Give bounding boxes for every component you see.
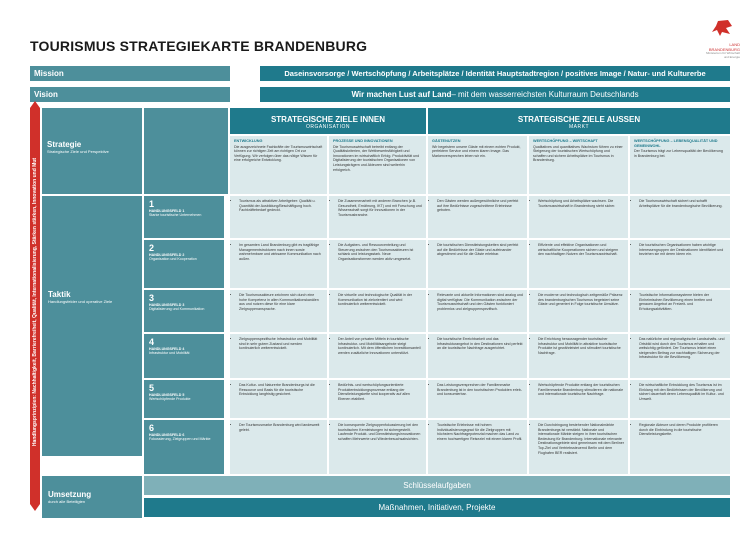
goal-item: • Die virtuelle und technologische Qualität in der Kommunikation ist zielorientiert und wird kontinuierlich weiterentwickelt. [338, 293, 422, 307]
goal-list [634, 337, 726, 360]
umsetzung-sub: durch alle Beteiligten [48, 499, 86, 504]
goal-item: • Die konsequente Zielgruppenfokussierung bei den touristischen Kernleistungen ist sichergestellt. Laufende Produkt- und Dienstleistungsinnovationen schaffen Mehrwerte und Wiederbesuchsabsichten. [338, 423, 422, 441]
goal-cell-hf1-col2 [329, 196, 426, 238]
goal-cell-hf4-col3 [428, 334, 527, 378]
goal-list [533, 293, 624, 307]
vision-band [30, 87, 730, 102]
taktik-label-box [48, 290, 112, 304]
goal-cell-hf3-col5 [630, 290, 730, 332]
goal-list [634, 243, 726, 257]
goal-cell-hf3-col3 [428, 290, 527, 332]
goal-list [432, 337, 523, 351]
mission-text: Daseinsvorsorge / Wertschöpfung / Arbeitsplätze / Identität Hauptstadtregion / positives Image / Natur- und Kulturerbe [260, 66, 730, 81]
strategie-label: Strategie [47, 140, 82, 149]
goal-item: • Effiziente und effektive Organisationen und wirtschaftliche Kooperationen sichern und steigern den nachhaltigen Nutzen der Tourismuswirtschaft. [538, 243, 624, 257]
logo-line1: LAND [729, 42, 740, 47]
hf-name: Wertschöpfende Produkte [149, 397, 191, 401]
umsetzung-label: Umsetzung [48, 490, 92, 499]
hf-number: 5 [149, 383, 155, 393]
goal-item: • Regionale Akteure und deren Produkte profitieren durch die Einbindung in die touristische Dienstleistungskette. [639, 423, 726, 437]
goal-item: • Relevante und aktuelle Informationen sind analog und digital verfügbar. Die Kommunikation zwischen der Tourismuswirtschaft und den Gästen funktioniert problemlos und zielgruppenspezifisch. [437, 293, 523, 311]
goal-list [333, 383, 422, 401]
taktik-column [42, 196, 142, 456]
goal-item: • Zielgruppenspezifische Infrastruktur und Mobilität sind in sehr gutem Zustand und werden kontinuierlich weiterentwickelt. [239, 337, 323, 351]
goal-item: • Den Gästen werden außergewöhnliche und perfekt auf ihre Bedürfnisse zugeschnittene Erlebnisse geboten. [437, 199, 523, 213]
hf-label: HANDLUNGSFELD 4 [149, 347, 185, 351]
vision-label: Vision [30, 87, 230, 102]
goal-cell-hf6-col1 [230, 420, 327, 474]
goal-item: • Die Durchdringung bestehender Nationalmärkte Brandenburgs ist verstärkt. Nationale und internationale Märkte steigen in ihrer touristischen Bedeutung für Brandenburg. Internationale relevante Destinationsgebiete sind gemeinsam mit dem Berliner Top-Ziel und Vertriebssteuernd Berlin und dem Flughafen BER realisiert. [538, 423, 624, 455]
goal-list [533, 383, 624, 397]
mission-label: Mission [30, 66, 230, 81]
goal-list [634, 423, 726, 437]
goal-list [533, 243, 624, 257]
taktik-label: Taktik [48, 290, 71, 299]
hf-number: 3 [149, 293, 155, 303]
goal-cell-hf5-col4 [529, 380, 628, 418]
goal-item: • Das Leistungsversprechen der Familienmarke Brandenburg ist in den touristischen Produkten erleb- und konsumierbar. [437, 383, 523, 397]
hf-name: Organisation und Kooperation [149, 257, 197, 261]
goal-cell-hf4-col4 [529, 334, 628, 378]
goal-cell-hf5-col1 [230, 380, 327, 418]
handlungsfeld-5 [144, 380, 224, 418]
handlungsfeld-3 [144, 290, 224, 332]
hf-name: Infrastruktur und Mobilität [149, 351, 190, 355]
goal-item: • Wertschöpfende Produkte entlang der touristischen Familienmarke Brandenburg stimulieren die nationale und internationale touristische Nachfrage. [538, 383, 624, 397]
handlungsfeld-2 [144, 240, 224, 288]
goal-list [432, 423, 523, 441]
outer-sub: MARKT [569, 124, 589, 130]
goal-item: • Wertschöpfung und Arbeitsplätze wachsen. Die Tourismuswirtschaft in Brandenburg steht sicher. [538, 199, 624, 208]
goal-item: • Die touristische Erreichbarkeit und das Infrastrukturangebot in den Destinationen sind perfekt an die touristische Nachfrage ausgerichtet. [437, 337, 523, 351]
mission-band [30, 66, 730, 81]
vision-text-wrap [260, 87, 730, 102]
strategie-label-box [42, 108, 142, 194]
goal-item: • Die Tourismuswirtschaft sichert und schafft Arbeitsplätze für die brandenburgische Bevölkerung. [639, 199, 726, 208]
goal-item: • Die Zusammenarbeit mit anderen Branchen (z.B. Gesundheit, Ernährung, IKT) und mit Forschung und Wissenschaft sorgt für Innovationen in der Tourismusbranche. [338, 199, 422, 217]
goal-list [432, 243, 523, 257]
logo-line2: BRANDENBURG [708, 46, 740, 52]
goal-cell-hf5-col3 [428, 380, 527, 418]
goal-cell-hf4-col2 [329, 334, 426, 378]
goal-item: • Das natürliche und regionaltypische Landschafts- und Ortsbild wird durch den Tourismus erhalten und weitsichtig gefördert. Der Tourismus leistet einen steigenden Beitrag zur nachhaltigen Sicherung der Infrastruktur für die Bevölkerung. [639, 337, 726, 360]
goal-list [333, 337, 422, 355]
page-title: TOURISMUS STRATEGIEKARTE BRANDENBURG [30, 38, 368, 54]
outer-goals-header [428, 108, 730, 134]
goal-cell-hf2-col3 [428, 240, 527, 288]
goal-cell-hf5-col5 [630, 380, 730, 418]
goal-cell-hf4-col1 [230, 334, 327, 378]
goal-cell-hf1-col4 [529, 196, 628, 238]
goal-list [432, 293, 523, 311]
goal-item: • Die moderne und technologisch zeitgemäße Präsenz des brandenburgischen Tourismus begeistert seine Gäste und generiert in Folge touristische Umsätze. [538, 293, 624, 307]
logo-sub1: Ministerium für Wirtschaft [706, 51, 740, 55]
hf-number: 2 [149, 243, 155, 253]
goal-list [234, 293, 323, 311]
goal-item: • Der Tourismusmarke Brandenburg wird landesweit gelebt. [239, 423, 323, 432]
hf-label: HANDLUNGSFELD 1 [149, 209, 185, 213]
hf-number: 1 [149, 199, 155, 209]
goal-cell-hf6-col4 [529, 420, 628, 474]
hf-label: HANDLUNGSFELD 6 [149, 433, 185, 437]
vision-suffix: – mit dem wasserreichsten Kulturraum Deutschlands [451, 90, 639, 99]
goal-wertschoepfung-lebensqualitaet: WERTSCHÖPFUNG – LEBENSQUALITÄT UND GEMEINWOHL Der Tourismus trägt zur Lebensqualität der Bevölkerung in Brandenburg bei. [630, 136, 730, 194]
hf-number: 6 [149, 423, 155, 433]
hf-name: Starke touristische Unternehmen [149, 213, 202, 217]
goal-cell-hf6-col5 [630, 420, 730, 474]
goal-cell-hf1-col5 [630, 196, 730, 238]
goal-wertschoepfung-wirtschaft: WERTSCHÖPFUNG – WIRTSCHAFT Qualitatives und quantitatives Wachstum führen zu einer Steigerung der touristischen Wertschöpfung und schaffen und sichern Arbeitsplätze im Tourismus in Brandenburg. [529, 136, 628, 194]
goal-item: • Das Kultur- und Naturerbe Brandenburgs ist die Ressource und Basis für die touristische Entwicklung langfristig gesichert. [239, 383, 323, 397]
goal-item: • Tourismus als attraktiver Arbeitgeber: Qualität u. Quantität der Ausbildung/Beschäftigung hoch. Fachkräftebedarf gedeckt. [239, 199, 323, 213]
goal-cell-hf3-col4 [529, 290, 628, 332]
hf-number: 4 [149, 337, 155, 347]
goal-list [333, 423, 422, 441]
hf-label: HANDLUNGSFELD 2 [149, 253, 185, 257]
schluesselaufgaben-bar: Schlüsselaufgaben [144, 476, 730, 495]
massnahmen-bar: Maßnahmen, Initiativen, Projekte [144, 498, 730, 517]
goal-item: • Die Errichtung herausragender touristischer Infrastruktur und Mobilität in attraktive touristische Produkte ist gewährleistet und stimuliert touristische Nachfrage. [538, 337, 624, 355]
goal-cell-hf1-col1 [230, 196, 327, 238]
handlungsfeld-4 [144, 334, 224, 378]
goal-item: • Touristische Informationssysteme bieten der Einheimischen Bevölkerung einen breiten und genauen Angebot an Freizeit- und Erholungsaktivitäten. [639, 293, 726, 311]
goal-cell-hf1-col3 [428, 196, 527, 238]
goal-list [234, 199, 323, 213]
goal-list [333, 243, 422, 261]
goal-list [234, 243, 323, 261]
handlungsfeld-1 [144, 196, 224, 238]
goal-list [234, 423, 323, 432]
goal-cell-hf2-col5 [630, 240, 730, 288]
goal-cell-hf2-col4 [529, 240, 628, 288]
goal-item: • Die Tourismusakteure zeichnen sich durch eine hohe Kompetenz in allen Kommunikationskanälen aus und nutzen diese für eine klare Zielgruppenansprache. [239, 293, 323, 311]
goal-list [333, 199, 422, 217]
logo-sub2: und Energie [723, 54, 740, 59]
goal-item: • Im gesamten Land Brandenburg gibt es tragfähige Managementstrukturen nach innen sowie wahrnehmbare und wirksame Kommunikation nach außen. [239, 243, 323, 261]
goal-cell-hf4-col5 [630, 334, 730, 378]
goal-list [432, 199, 523, 213]
principles-text: Handlungsprinzipien: Nachhaltigkeit, Barrierefreiheit, Qualität, Internationalisierung, Stärken stärken, Innovation und Mut [32, 157, 38, 447]
inner-title: STRATEGISCHE ZIELE INNEN [270, 115, 386, 124]
goal-item: • Die touristischen Dienstleistungsketten sind perfekt auf die Bedürfnisse der Gäste und aufeinander abgestimmt und für die Gäste erlebbar. [437, 243, 523, 257]
goal-list [634, 199, 726, 208]
goal-item: • Der Anteil von privaten Mitteln in touristische Infrastruktur- und Mobilitätsangebote steigt kontinuierlich. Mit dem öffentlichen Investitionsanteil werden zusätzliche Innovationen unterstützt. [338, 337, 422, 355]
goal-item: • Die touristischen Organisationen haben wichtige Interessengruppen der Destinationen identifiziert und beziehen sie mit deren Ideen ein. [639, 243, 726, 257]
goal-cell-hf6-col2 [329, 420, 426, 474]
hf-name: Fokussierung, Zielgruppen und Märkte [149, 437, 211, 441]
brandenburg-logo [690, 18, 740, 58]
vision-text: Wir machen Lust auf Land [351, 90, 452, 99]
goal-cell-hf5-col2 [329, 380, 426, 418]
goal-list [634, 383, 726, 401]
goal-cell-hf3-col1 [230, 290, 327, 332]
goal-list [333, 293, 422, 307]
goal-list [533, 337, 624, 355]
strategie-sub: Strategische Ziele und Perspektive [47, 149, 109, 154]
inner-goals-header [230, 108, 426, 134]
goal-cell-hf2-col1 [230, 240, 327, 288]
goal-cell-hf3-col2 [329, 290, 426, 332]
goal-cell-hf2-col2 [329, 240, 426, 288]
goal-item: • Die wirtschaftliche Entwicklung des Tourismus ist im Einklang mit den Bedürfnissen der Bevölkerung und sichert dauerhaft deren Lebensqualität im Kultur- und Umwelt. [639, 383, 726, 401]
goal-list [533, 199, 624, 208]
hf-label: HANDLUNGSFELD 5 [149, 393, 185, 397]
goal-item: • Touristische Erlebnisse mit hohem Individualisierungsgrad für die Zielgruppen mit höchstem Nachfragepotenzial machen das Land zu einem hochwertigen Reiseziel mit einem klaren Profil. [437, 423, 523, 441]
goal-list [533, 423, 624, 455]
hf-name: Digitalisierung und Kommunikation [149, 307, 205, 311]
goal-entwicklung: ENTWICKLUNG Die ausgezeichnete Fachkräfte der Tourismuswirtschaft können zur richtigen Zeit am richtigen Ort zur Verfügung. Wir verfolgen über das nötige Wissen für eine erfolgreiche Entwicklung. [230, 136, 327, 194]
goal-item: • Die Aufgaben- und Ressourcenteilung und Steuerung zwischen den Tourismusakteuren ist schlank und leistungsstark. Neue Organisationsformen werden aktiv umgesetzt. [338, 243, 422, 261]
goal-list [634, 293, 726, 311]
goal-gaestenutzen: GÄSTENUTZEN Wir begeistern unsere Gäste mit einem echten Produkt, perfektem Service und einem klaren Image. Das Markenversprechen leben wir ein. [428, 136, 527, 194]
outer-title: STRATEGISCHE ZIELE AUSSEN [517, 115, 641, 124]
eagle-icon [690, 18, 740, 38]
hf-label: HANDLUNGSFELD 3 [149, 303, 185, 307]
inner-sub: ORGANISATION [306, 124, 350, 130]
goal-prozesse: PROZESSE UND INNOVATIONEN Die Tourismuswirtschaft betreibt entlang der Qualitätskriterien, der Wettbewerbsfähigkeit und Innovationen im wirtschaftlich Erfolg. Produktivität und Digitalisierung der touristischen Organisationen von Leistungsträgern und Akteuren sind weiterhin erfolgreich. [329, 136, 426, 194]
goal-list [432, 383, 523, 397]
handlungsfeld-6 [144, 420, 224, 474]
goal-item: • Bedürfnis- und wertschöpfungsorientierte Produktentwicklungsprozesse entlang der Dienstleistungskette sind kooperativ auf allen Ebenen etabliert. [338, 383, 422, 401]
goal-list [234, 337, 323, 351]
goal-list [234, 383, 323, 397]
strategie-spacer [144, 108, 228, 194]
umsetzung-label-box [42, 476, 142, 518]
taktik-sub: Handlungsfelder und operative Ziele [48, 299, 113, 304]
goal-cell-hf6-col3 [428, 420, 527, 474]
